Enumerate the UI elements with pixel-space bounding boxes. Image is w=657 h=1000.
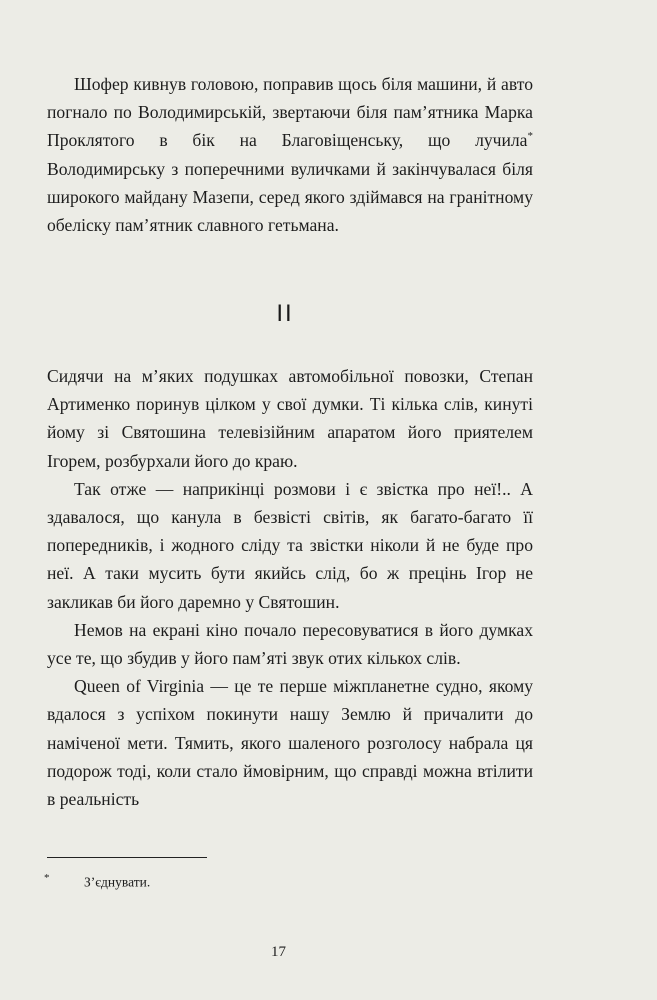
page-number: 17 bbox=[271, 944, 286, 960]
top-paragraph-text: Шофер кивнув головою, поправив щось біля машини, й авто погнало по Володимирській, звертаючи біля пам’ятника Марка Проклятого в бік на Благовіщенську, що лучила bbox=[47, 74, 533, 151]
footnote-mark: * bbox=[44, 872, 50, 884]
footnote-text: З’єднувати. bbox=[84, 874, 151, 890]
top-paragraph-text-rest: Володимирську з поперечними вуличками й закінчувалася біля широкого майдану Мазепи, серед якого здіймався на гранітному обеліску пам’ятник славного гетьмана. bbox=[47, 158, 533, 236]
body-paragraph: Сидячи на м’яких подушках автомобільної повозки, Степан Артименко поринув цілком у свої думки. Ті кілька слів, кинуті йому зі Святошина телевізійним апаратом його приятелем Ігорем, розбурхали його до краю. bbox=[47, 366, 533, 471]
footnote-divider bbox=[47, 857, 207, 858]
footnote bbox=[44, 872, 150, 891]
top-paragraph-block bbox=[47, 70, 533, 239]
chapter-heading: II bbox=[276, 300, 294, 327]
top-paragraph bbox=[47, 70, 533, 239]
footnote-reference-mark: * bbox=[527, 130, 533, 143]
body-text-block bbox=[47, 362, 533, 813]
body-paragraph: Немов на екрані кіно почало пересовуватися в його думках усе те, що збудив у його пам’яті звук отих кількох слів. bbox=[47, 619, 533, 669]
body-paragraph: Так отже — наприкінці розмови і є звістка про неї!.. А здавалося, що канула в безвісті світів, як багато-багато її попередників, і жодного сліду та звістки ніколи й не буде про неї. А таки мусить бути якийсь слід, бо ж прецінь Ігор не закликав би його даремно у Святошин. bbox=[47, 478, 533, 612]
body-paragraph: Queen of Virginia — це те перше міжпланетне судно, якому вдалося з успіхом покинути нашу Землю й причалити до наміченої мети. Тямить, якого шаленого розголосу набрала ця подорож тоді, коли стало ймовірним, що справді можна втілити в реальність bbox=[47, 676, 533, 810]
